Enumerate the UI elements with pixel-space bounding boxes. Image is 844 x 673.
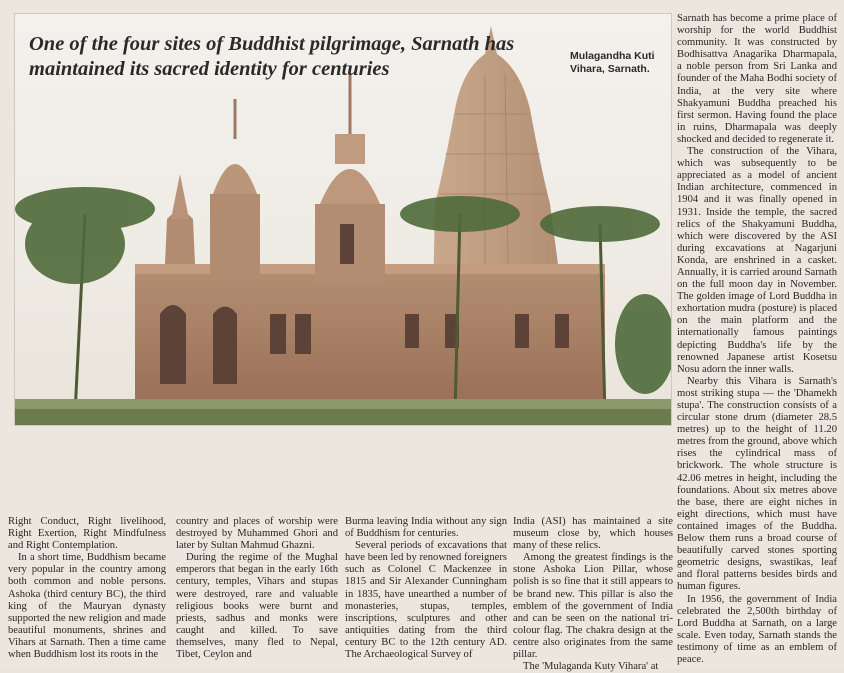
paragraph: country and places of worship were destroyed by Muhammed Ghori and later by Sultan Mahmud Ghazni. [176,516,338,552]
paragraph: Among the greatest findings is the stone Ashoka Lion Pillar, whose polish is so fine that it still appears to be brand new. This pillar is also the emblem of the government of India and can be seen on the national tri-colour flag. The chakra design at the centre also originates from the same pillar. [513,552,673,661]
paragraph: India (ASI) has maintained a site museum close by, which houses many of these relics. [513,516,673,552]
paragraph: The construction of the Vihara, which was subsequently to be appreciated as a model of ancient Indian architecture, commenced in 1904 and it was finally opened in 1931. Inside the temple, the sacred relics of the Shakyamuni Buddha, which were discovered by the ASI during excavations at Nagarjuni Konda, are enshrined in a casket. Annually, it is carried around Sarnath on the full moon day in November. The golden image of Lord Buddha in exhortation mudra (posture) is placed on the main platform and the internationally famous paintings depicting Buddha's life by the renowned Japanese artist Kosetsu Nosu adorn the inner walls. [677,146,837,375]
paragraph: Burma leaving India without any sign of Buddhism for centuries. [345,516,507,540]
paragraph: Nearby this Vihara is Sarnath's most striking stupa — the 'Dhamekh stupa'. The construction consists of a circular stone drum (diameter 28.5 metres) up to the height of 11.20 metres from the ground, above which rises the cylindrical mass of brickwork. The whole structure is 42.06 metres in height, including the foundations. About six metres above the base, there are eight niches in eight directions, which must have contained images of the Buddha. Below them runs a broad course of beautifully carved stones sporting geometric designs, swastikas, leaf and floral patterns besides birds and human figures. [677,375,837,593]
bottom-column-4 [513,516,673,673]
paragraph: During the regime of the Mughal emperors that began in the early 16th century, temples, Vihars and stupas were destroyed, rare and valuable religious books were burnt and priests, sadhus and monks were caught and killed. To save themselves, many fled to Nepal, Tibet, Ceylon and [176,552,338,661]
paragraph: Sarnath has become a prime place of worship for the world Buddhist community. It was constructed by Bodhisattva Anagarika Dharmapala, a noble person from Sri Lanka and founder of the Maha Bodhi society of India, at the very site where Shakyamuni Buddha preached his first sermon. Having found the place in ruins, Dharmapala was deeply shocked and decided to regenerate it. [677,13,837,145]
right-column [677,13,837,666]
bottom-column-3 [345,516,507,661]
photo-caption: Mulagandha Kuti Vihara, Sarnath. [570,50,655,75]
paragraph: In 1956, the government of India celebrated the 2,500th birthday of Lord Buddha at Sarnath, on a large scale. Even today, Sarnath stands the testimony of time as an emblem of peace. [677,593,837,665]
paragraph: Right Conduct, Right livelihood, Right Exertion, Right Mindfulness and Right Contemplation. [8,516,166,552]
temple-photo [14,13,672,426]
paragraph: In a short time, Buddhism became very popular in the country among both common and noble persons. Ashoka (third century BC), the third king of the Mauryan dynasty supported the new religion and made beautiful monuments, shrines and Vihars at Sarnath. Then a time came when Buddhism lost its roots in the [8,552,166,661]
paragraph: Several periods of excavations that have been led by renowned foreigners such as Colonel C Mackenzee in 1815 and Sir Alexander Cunningham in 1835, have unearthed a number of monasteries, stupas, temples, inscriptions, sculptures and other antiquities dating from the third century BC to the 12th century AD. The Archaeological Survey of [345,540,507,661]
bottom-column-1 [8,516,166,661]
headline: One of the four sites of Buddhist pilgrimage, Sarnath has maintained its sacred identity for centuries [29,33,515,80]
paragraph: The 'Mulaganda Kuty Vihara' at [523,661,659,673]
bottom-column-2 [176,516,338,661]
